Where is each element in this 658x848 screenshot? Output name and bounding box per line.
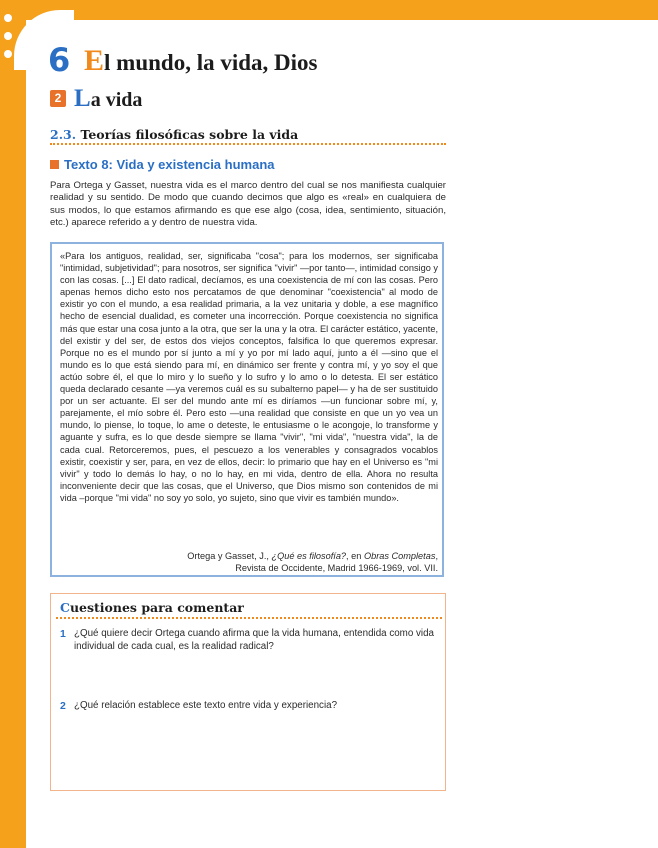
question-text: ¿Qué relación establece este texto entre vida y experiencia? — [74, 700, 338, 711]
subsection-number: 2.3. — [50, 127, 77, 142]
questions-title-rest: uestiones para comentar — [69, 600, 244, 615]
question-item — [60, 700, 438, 713]
questions-divider — [56, 617, 442, 619]
texto-heading — [50, 157, 275, 172]
decorative-orange-band-left — [0, 0, 26, 848]
intro-paragraph: Para Ortega y Gasset, nuestra vida es el marco dentro del cual se nos manifiesta cualquier realidad y su sentido. De modo que cuando decimos que algo es «real» en cualquiera de sus modos, lo que estamos afirmando es que ese algo (cosa, idea, sentimiento, situación, etc.) aparece referido a y dentro de nuestra vida. — [50, 180, 446, 229]
subsection-title — [50, 127, 298, 142]
citation-line-2: Revista de Occidente, Madrid 1966-1969, vol. VII. — [235, 563, 438, 573]
subsection-divider — [50, 143, 446, 145]
decorative-orange-band-top — [0, 0, 658, 20]
chapter-number: 6 — [48, 41, 71, 79]
orange-square-bullet — [50, 160, 59, 169]
chapter-title-rest: l mundo, la vida, Dios — [104, 50, 318, 75]
question-number: 2 — [60, 700, 66, 712]
texto-heading-text: Texto 8: Vida y existencia humana — [64, 157, 275, 172]
decorative-dots — [2, 12, 42, 72]
section-number-badge: 2 — [50, 90, 66, 107]
section-title — [74, 86, 142, 113]
chapter-title-initial: E — [84, 44, 105, 77]
section-title-rest: a vida — [90, 89, 143, 111]
question-text: ¿Qué quiere decir Ortega cuando afirma que la vida humana, entendida como vida individual de cada cual, es la realidad radical? — [74, 628, 434, 652]
section-title-initial: L — [74, 85, 91, 112]
question-number: 1 — [60, 628, 66, 640]
citation — [60, 550, 438, 574]
subsection-title-text: Teorías filosóficas sobre la vida — [80, 127, 299, 142]
questions-title-initial: C — [60, 600, 70, 615]
questions-box — [50, 593, 446, 791]
citation-line-1: Ortega y Gasset, J., ¿Qué es filosofía?, en Obras Completas, — [187, 551, 438, 561]
question-item — [60, 628, 438, 653]
chapter-title — [84, 46, 317, 78]
questions-title — [60, 600, 244, 615]
quote-text: «Para los antiguos, realidad, ser, significaba "cosa"; para los modernos, ser significaba "intimidad, subjetividad"; para nosotros, ser significa "vivir" —por tanto—, intimidad consigo y con las cosas. [...] El dato radical, decíamos, es una coexistencia de mí con las cosas. Pero apenas hemos dicho esto nos percatamos de que denominar "coexistencia" al modo de existir yo con el mundo, a esa realidad primaria, a la vez unitaria y doble, a ese magnífico hecho de esencial dualidad, es cometer una incorrección. Porque coexistencia no significa más que estar una cosa junto a la otra, que ser la una y la otra. El carácter estático, yacente, del existir y del ser, de estos dos viejos conceptos, falsifica lo que queremos expresar. Porque no es el mundo por sí junto a mí y yo por mí lado aquí, junto a él —sino que el mundo es lo que está siendo para mí, en dinámico ser frente y contra mí, y yo soy el que actúo sobre él, el que lo miro y lo sueño y lo sufro y lo amo o lo detesta. El ser estático queda declarado cesante —ya veremos cuál es su subalterno papel— y ha de ser sustituido por un ser actuante. El ser del mundo ante mí es diríamos —un funcionar sobre mí, y, parejamente, el mío sobre él. Pero esto —una realidad que consiste en que un yo vea un mundo, lo piense, lo toque, lo ame o deteste, le entusiasme o le acongoje, lo transforme y aguante y sufra, es lo que desde siempre se llama "vivir", "mi vida", "nuestra vida", la de cada cual. Retorceremos, pues, el pescuezo a los venerables y consagrados vocablos existir, coexistir y ser, para, en vez de ellos, decir: lo primario que hay en el Universo es "mi vivir" y todo lo demás lo hay, o no lo hay, en mi vida, dentro de ella. Ahora no resulta inconveniente decir que las cosas, que el Universo, que Dios mismo son contenidos de mi vida –porque "mi vida" no soy yo solo, yo sujeto, sino que vivir es también mundo». — [60, 251, 438, 503]
